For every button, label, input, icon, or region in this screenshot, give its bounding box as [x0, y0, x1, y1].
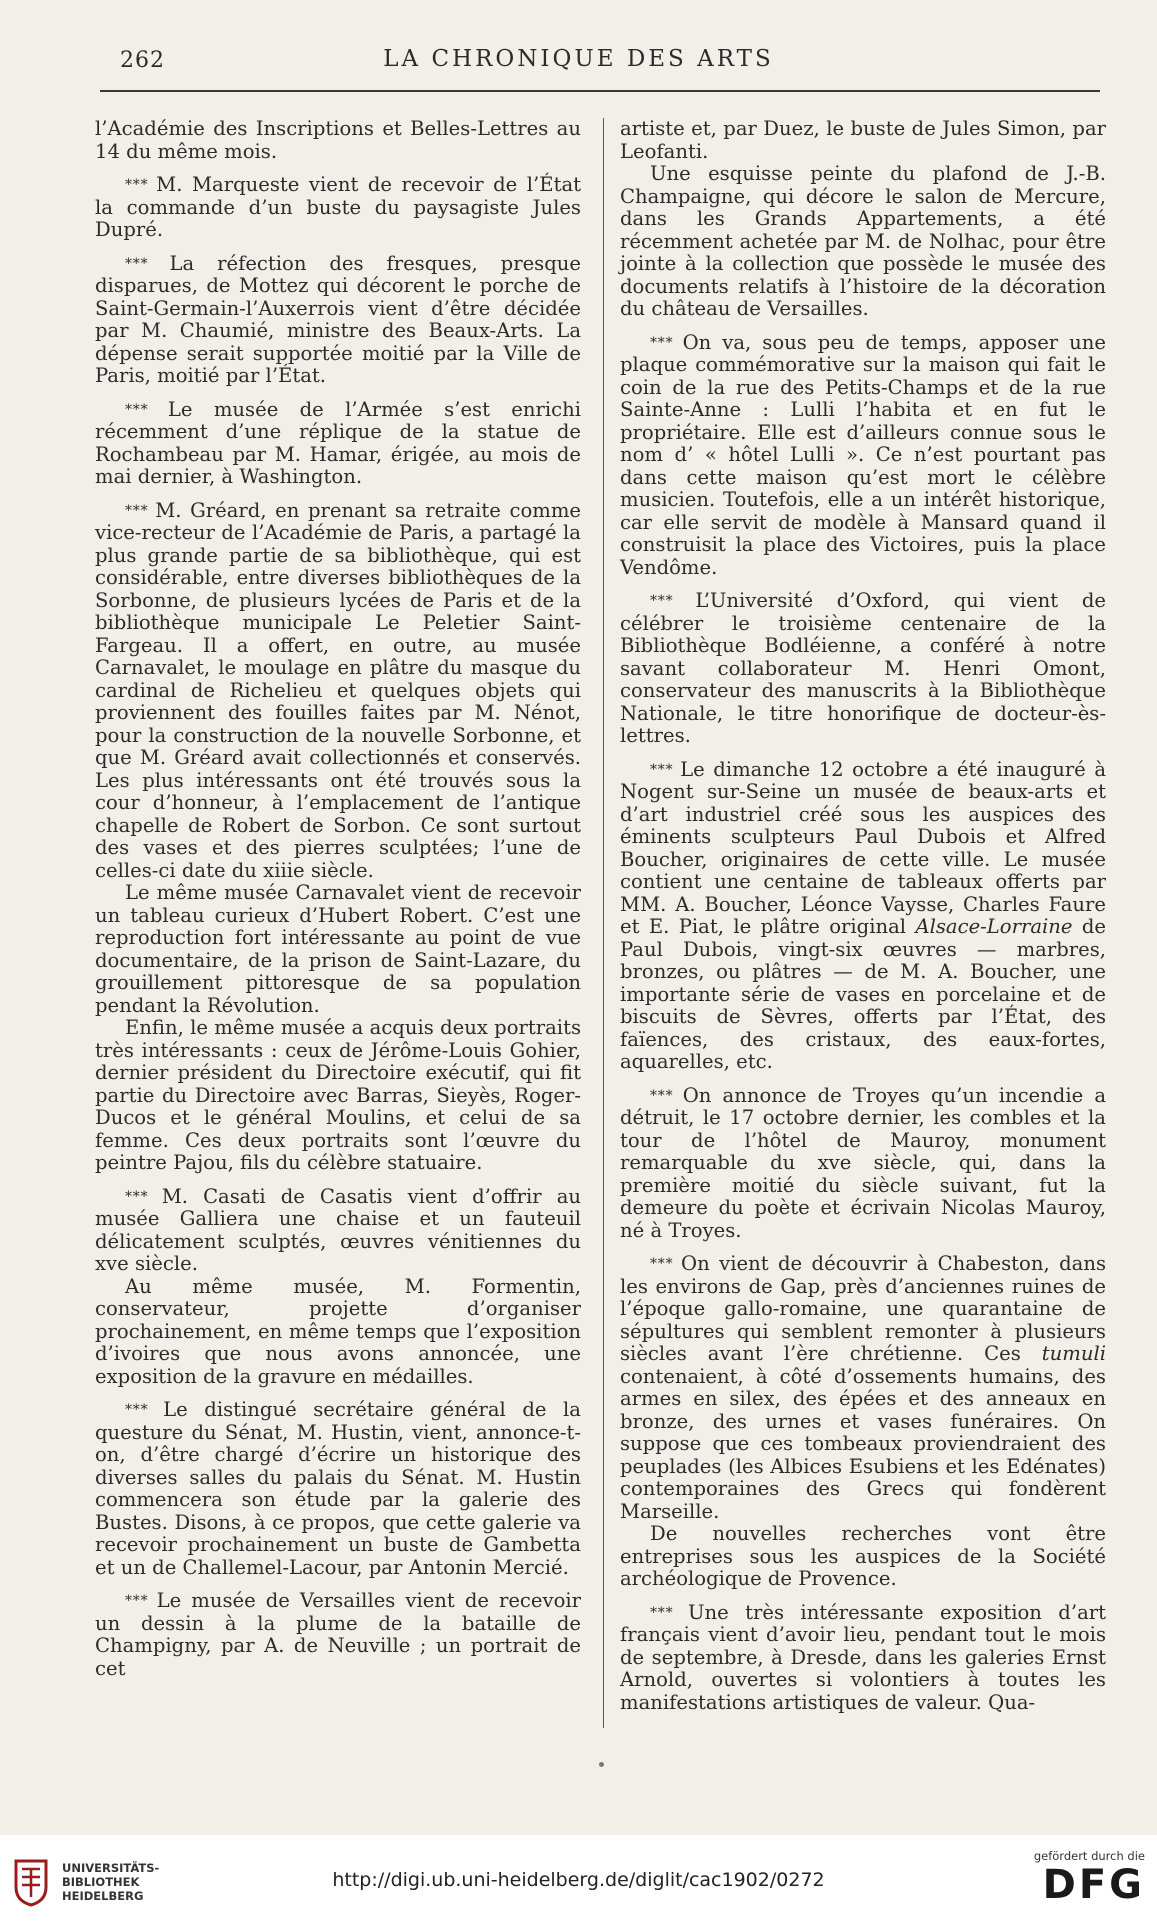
news-item: * * * On annonce de Troyes qu’un incendie a détruit, le 17 octobre dernier, les combles et la tour de l’hôtel de Mauroy, monument remarquable du xve siècle, qui, dans la première moitié du siècle suivant, fut la demeure du poète et écrivain Nicolas Mauroy, né à Troyes.: [620, 1083, 1106, 1242]
news-item: * * * Le musée de Versailles vient de recevoir un dessin à la plume de la bataille de Champigny, par A. de Neuville ; un portrait de cet: [95, 1589, 582, 1680]
news-item: * * * On vient de découvrir à Chabeston, dans les environs de Gap, près d’anciennes ruines de l’époque gallo-romaine, une quarantaine de sépultures qui semblent remonter à plusieurs siècles avant l’ère chrétienne. Ces tumuli contenaient, à côté d’ossements humains, des armes en silex, des épées et des anneaux en bronze, des urnes et vases funéraires. On suppose que ces tombeaux proviendraient des peuplades (les Albices Esubiens et les Edénates) contemporaines des Grecs qui fondèrent Marseille.: [620, 1252, 1107, 1523]
column-divider: [603, 118, 604, 1728]
page-mark: [599, 1762, 604, 1767]
news-item: * * * L’Université d’Oxford, qui vient de célébrer le troisième centenaire de la Bibliothèque Bodléienne, a conféré à notre savant collaborateur M. Henri Omont, conservateur des manuscrits à la Bibliothèque Nationale, le titre honorifique de docteur-ès-lettres.: [620, 589, 1106, 747]
news-item: * * * La réfection des fresques, presque disparues, de Mottez qui décorent le porche de Saint-Germain-l’Auxerrois vient d’être décidée par M. Chaumié, ministre des Beaux-Arts. La dépense serait supportée moitié par la Ville de Paris, moitié par l’État.: [95, 251, 581, 387]
article-paragraph: Enfin, le même musée a acquis deux portraits très intéressants : ceux de Jérôme-Louis Gohier, dernier président du Directoire exécutif, qui fit partie du Directoire avec Barras, Sieyès, Roger-Ducos et le général Moulins, et celui de sa femme. Ces deux portraits sont l’œuvre du peintre Pajou, fils du célèbre statuaire.: [95, 1016, 581, 1174]
right-column: [620, 118, 1106, 1725]
left-column: [95, 118, 581, 1691]
page-number: 262: [120, 48, 165, 73]
article-paragraph: De nouvelles recherches vont être entreprises sous les auspices de la Société archéologique de Provence.: [620, 1522, 1106, 1590]
news-item: * * * M. Gréard, en prenant sa retraite comme vice-recteur de l’Académie de Paris, a partagé la plus grande partie de sa bibliothèque, qui est considérable, entre diverses bibliothèques de la Sorbonne, de plusieurs lycées de Paris et de la bibliothèque municipale Le Peletier Saint-Fargeau. Il a offert, en outre, au musée Carnavalet, le moulage en plâtre du masque du cardinal de Richelieu et quelques objets qui proviennent des fouilles faites par M. Nénot, pour la construction de la nouvelle Sorbonne, et que M. Gréard avait collectionnés et conservés. Les plus intéressants ont été trouvés sous la cour d’honneur, à l’emplacement de l’antique chapelle de Robert de Sorbon. Ce sont surtout des vases et des pierres sculptées; l’une de celles-ci date du xiiie siècle.: [95, 498, 581, 882]
asterism: * * *: [650, 593, 672, 609]
page-header: [0, 40, 1157, 80]
asterism: * * *: [650, 761, 672, 778]
permalink-url[interactable]: http://digi.ub.uni-heidelberg.de/diglit/cac1902/0272: [332, 1869, 825, 1891]
article-paragraph: artiste et, par Duez, le buste de Jules Simon, par Leofanti.: [620, 117, 1106, 163]
funding-label: gefördert durch die: [1033, 1849, 1145, 1863]
viewer-footer: [0, 1835, 1157, 1927]
header-rule: [100, 90, 1100, 92]
article-paragraph: Au même musée, M. Formentin, conservateur, projette d’organiser prochainement, en même temps que l’exposition d’ivoires que nous avons annoncée, une exposition de la gravure en médailles.: [95, 1274, 581, 1388]
news-item: * * * On va, sous peu de temps, apposer une plaque commémorative sur la maison qui fait le coin de la rue des Petits-Champs et de la rue Sainte-Anne : Lulli l’habita et en fut le propriétaire. Elle est d’ailleurs connue sous le nom d’ « hôtel Lulli ». Ce n’est pourtant pas dans cette maison qu’est mort le célèbre musicien. Toutefois, elle a un intérêt historique, car elle servit de modèle à Mansard quand il construisit la place des Victoires, puis la place Vendôme.: [620, 330, 1106, 579]
news-item: * * * M. Marqueste vient de recevoir de l’État la commande d’un buste du paysagiste Jules Dupré.: [95, 173, 581, 241]
latin-term: tumuli: [1041, 1342, 1106, 1365]
asterism: * * *: [125, 1402, 147, 1418]
library-logo[interactable]: UNIVERSITÄTS- BIBLIOTHEK HEIDELBERG: [62, 1861, 160, 1903]
asterism: * * *: [125, 401, 147, 418]
asterism: * * *: [125, 177, 147, 193]
article-paragraph: Le même musée Carnavalet vient de recevoir un tableau curieux d’Hubert Robert. C’est une reproduction fort intéressante au point de vue documentaire, de la prison de Saint-Lazare, du grouillement pittoresque de sa population pendant la Révolution.: [95, 881, 581, 1017]
artwork-title: Alsace-Lorraine: [915, 915, 1073, 938]
news-item: * * * M. Casati de Casatis vient d’offrir au musée Galliera une chaise et un fauteuil délicatement sculptés, œuvres vénitiennes du xve siècle.: [95, 1184, 581, 1275]
asterism: * * *: [125, 502, 147, 519]
asterism: * * *: [125, 1593, 147, 1609]
asterism: * * *: [650, 1256, 672, 1272]
funding-credit: [1015, 1849, 1145, 1907]
news-item: * * * Le distingué secrétaire général de la questure du Sénat, M. Hustin, vient, annonce-t-on, d’être chargé d’écrire un historique des diverses salles du palais du Sénat. M. Hustin commencera son étude par la galerie des Bustes. Disons, à ce propos, que cette galerie va recevoir prochainement un buste de Gambetta et un de Challemel-Lacour, par Antonin Mercié.: [95, 1398, 581, 1579]
news-item: * * * Le dimanche 12 octobre a été inauguré à Nogent sur-Seine un musée de beaux-arts et d’art industriel créé sous les auspices des éminents sculpteurs Paul Dubois et Alfred Boucher, originaires de cette ville. Le musée contient une centaine de tableaux offerts par MM. A. Boucher, Léonce Vaysse, Charles Faure et E. Piat, le plâtre original Alsace-Lorraine de Paul Dubois, vingt-six œuvres — marbres, bronzes, ou plâtres — de M. A. Boucher, une importante série de vases en porcelaine et de biscuits de Sèvres, offerts par l’État, des faïences, des cristaux, des eaux-fortes, aquarelles, etc.: [620, 757, 1107, 1073]
asterism: * * *: [125, 1188, 147, 1205]
asterism: * * *: [650, 1087, 672, 1104]
news-item: * * * Le musée de l’Armée s’est enrichi récemment d’une réplique de la statue de Rochambeau par M. Hamar, érigée, au mois de mai dernier, à Washington.: [95, 397, 581, 488]
running-title: LA CHRONIQUE DES ARTS: [383, 46, 774, 72]
asterism: * * *: [650, 334, 672, 351]
asterism: * * *: [650, 1604, 672, 1621]
dfg-logo[interactable]: DFG: [1042, 1862, 1145, 1908]
news-item: * * * Une très intéressante exposition d’art français vient d’avoir lieu, pendant tout le mois de septembre, à Dresde, dans les galeries Ernst Arnold, ouvertes si volontiers à toutes les manifestations artistiques de valeur. Qua-: [620, 1600, 1106, 1714]
article-paragraph: Une esquisse peinte du plafond de J.-B. Champaigne, qui décore le salon de Mercure, dans les Grands Appartements, a été récemment achetée par M. de Nolhac, pour être jointe à la collection que possède le musée des documents relatifs à l’histoire de la décoration du château de Versailles.: [620, 162, 1106, 320]
asterism: * * *: [125, 255, 147, 272]
article-paragraph: l’Académie des Inscriptions et Belles-Lettres au 14 du même mois.: [95, 117, 581, 163]
